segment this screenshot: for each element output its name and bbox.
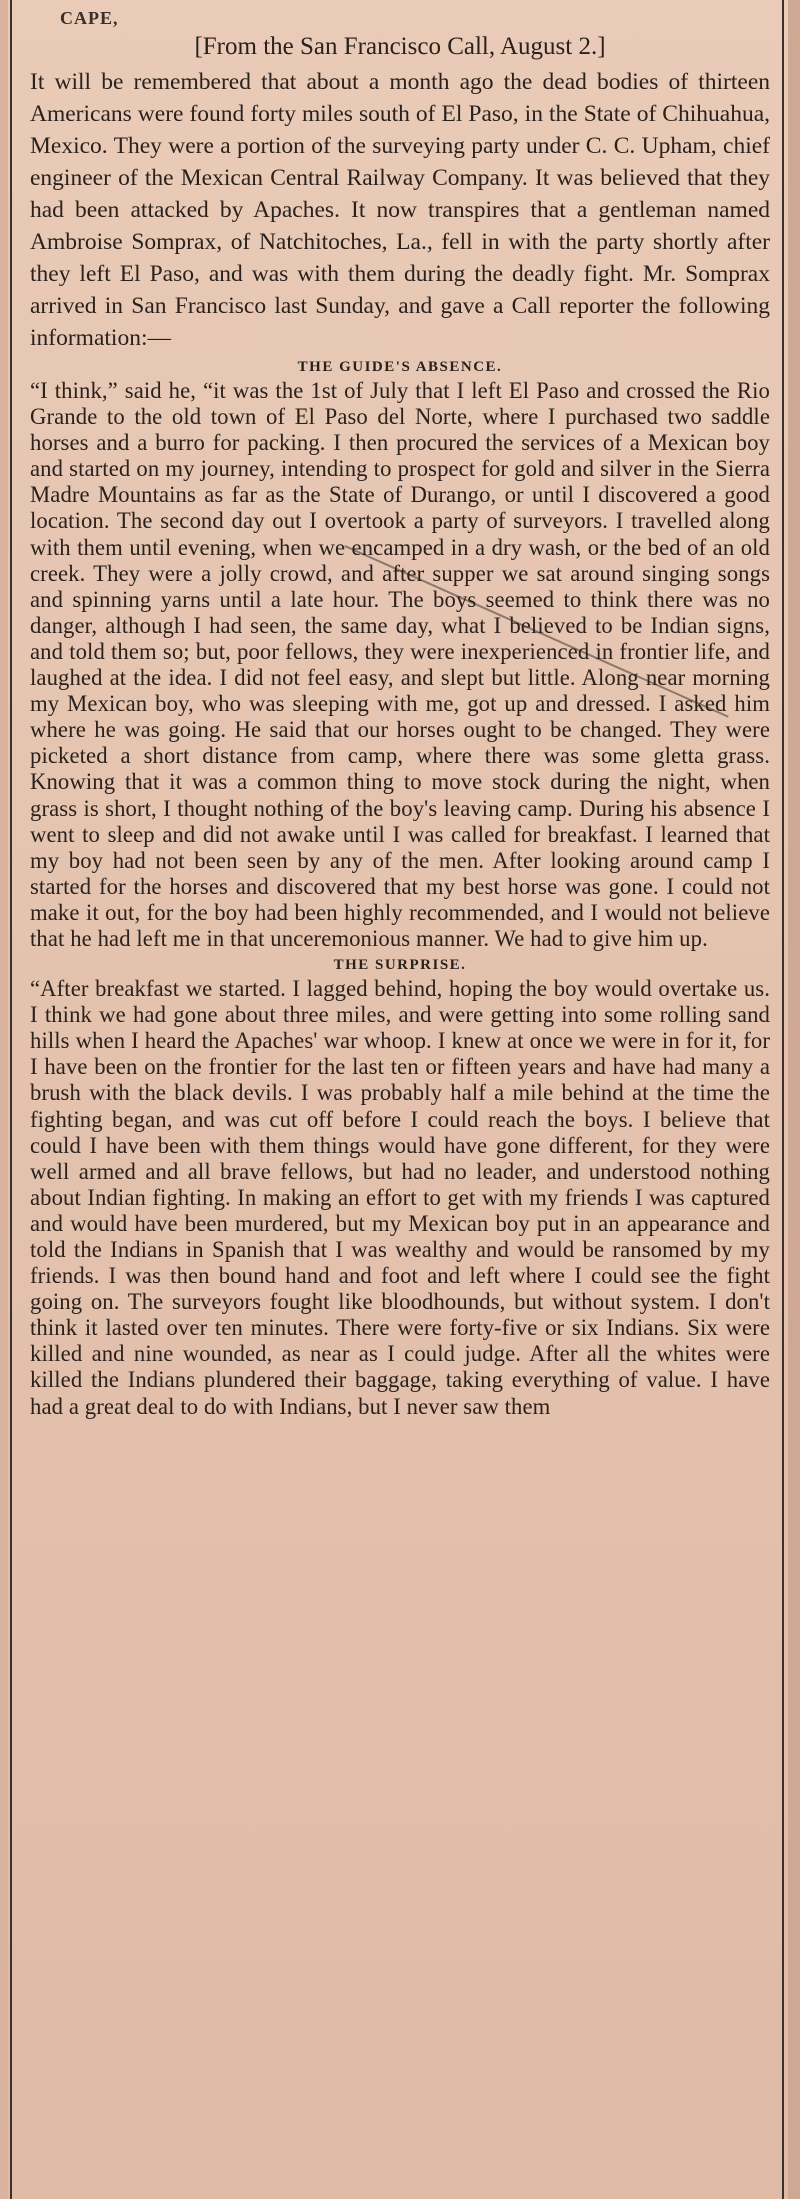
subheading-the-surprise: THE SURPRISE.: [333, 957, 467, 974]
paper-edge-left: [0, 0, 8, 2199]
subheading-guides-absence: THE GUIDE'S ABSENCE.: [297, 359, 503, 375]
article-column: [30, 30, 770, 1420]
paper-edge-right: [788, 0, 800, 2199]
column-rule-right: [782, 0, 784, 2199]
column-rule-left: [10, 0, 12, 2199]
cut-off-heading-fragment: CAPE,: [60, 8, 119, 28]
lead-paragraph: It will be remembered that about a month ago the dead bodies of thirteen Americans were found forty miles south of El Paso, in the State of Chihuahua, Mexico. They were a portion of the surveying party under C. C. Upham, chief engineer of the Mexican Central Railway Company. It was believed that they had been attacked by Apaches. It now transpires that a gentleman named Ambroise Somprax, of Natchitoches, La., fell in with the party shortly after they left El Paso, and was with them during the deadly fight. Mr. Somprax arrived in San Francisco last Sunday, and gave a Call reporter the following information:—: [30, 69, 770, 351]
section-paragraph-guides-absence: “I think,” said he, “it was the 1st of July that I left El Paso and crossed the Rio Grande to the old town of El Paso del Norte, where I purchased two saddle horses and a burro for packing. I then procured the services of a Mexican boy and started on my journey, intending to prospect for gold and silver in the Sierra Madre Mountains as far as the State of Durango, or until I discovered a good location. The second day out I overtook a party of surveyors. I travelled along with them until evening, when we encamped in a dry wash, or the bed of an old creek. They were a jolly crowd, and after supper we sat around singing songs and spinning yarns until a late hour. The boys seemed to think there was no danger, although I had seen, the same day, what I believed to be Indian signs, and told them so; but, poor fellows, they were inexperienced in frontier life, and laughed at the idea. I did not feel easy, and slept but little. Along near morning my Mexican boy, who was sleeping with me, got up and dressed. I asked him where he was going. He said that our horses ought to be changed. They were picketed a short distance from camp, where there was some gletta grass. Knowing that it was a common thing to move stock during the night, when grass is short, I thought nothing of the boy's leaving camp. During his absence I went to sleep and did not awake until I was called for breakfast. I learned that my boy had not been seen by any of the men. After looking around camp I started for the horses and discovered that my best horse was gone. I could not make it out, for the boy had been highly recommended, and I would not believe that he had left me in that unceremonious manner. We had to give him up.: [30, 378, 770, 951]
source-attribution: [From the San Francisco Call, August 2.]: [194, 33, 606, 60]
section-paragraph-the-surprise: “After breakfast we started. I lagged behind, hoping the boy would overtake us. I think we had gone about three miles, and were getting into some rolling sand hills when I heard the Apaches' war whoop. I knew at once we were in for it, for I have been on the frontier for the last ten or fifteen years and have had many a brush with the black devils. I was probably half a mile behind at the time the fighting began, and was cut off before I could reach the boys. I believe that could I have been with them things would have gone different, for they were well armed and all brave fellows, but had no leader, and understood nothing about Indian fighting. In making an effort to get with my friends I was captured and would have been murdered, but my Mexican boy put in an appearance and told the Indians in Spanish that I was wealthy and would be ransomed by my friends. I was then bound hand and foot and left where I could see the fight going on. The surveyors fought like bloodhounds, but without system. I don't think it lasted over ten minutes. There were forty-five or six Indians. Six were killed and nine wounded, as near as I could judge. After all the whites were killed the Indians plundered their baggage, taking everything of value. I have had a great deal to do with Indians, but I never saw them: [30, 976, 770, 1419]
